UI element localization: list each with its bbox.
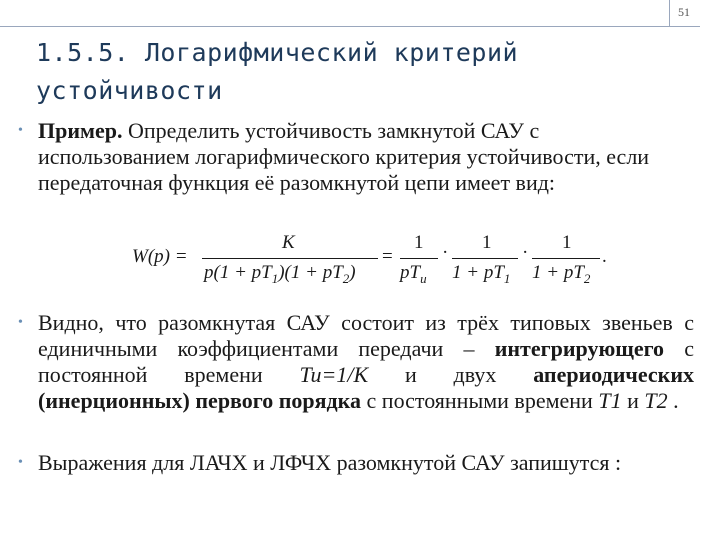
formula-den-main: $p(1 + pT_1)(1 + pT_2)$ [204, 262, 356, 286]
fraction-bar-2 [452, 258, 518, 259]
transfer-function-formula [132, 232, 632, 292]
desc-t1: T1 [598, 388, 622, 413]
example-label: Пример. [38, 118, 123, 143]
formula-num3: 1 [562, 232, 572, 253]
bullet-description [14, 310, 694, 414]
desc-text-4: с постоянными времени [361, 388, 599, 413]
bullet-example [14, 118, 694, 196]
example-text: Определить устойчивость замкнутой САУ с использованием логарифмического критерия устойчивости, если передаточная функция её разомкнутой цепи имеет вид: [38, 118, 650, 195]
desc-text-2: с постоянной времени [38, 336, 695, 387]
desc-text-1: Видно, что разомкнутая САУ состоит из трёх типовых звеньев с единичными коэффициентами передачи – [38, 310, 694, 361]
fraction-bar-main [202, 258, 378, 259]
desc-bold-integrating: интегрирующего [494, 336, 665, 361]
desc-text-3: и двух [368, 362, 534, 387]
formula-dot1: · [442, 242, 449, 263]
formula-num-main: K [282, 232, 295, 253]
formula-num2: 1 [482, 232, 492, 253]
expressions-text: Выражения для ЛАЧХ и ЛФЧХ разомкнутой САУ запишутся : [38, 450, 622, 475]
bullet-dot-icon: • [18, 455, 23, 470]
formula-den2: $1 + pT_1$ [452, 262, 511, 286]
desc-text-6: . [667, 388, 679, 413]
desc-t2: T2 [644, 388, 668, 413]
slide-header [0, 0, 720, 38]
desc-bold-aperiodic: апериодических (инерционных) первого порядка [38, 362, 694, 413]
bullet-expressions [14, 450, 694, 476]
fraction-bar-3 [532, 258, 600, 259]
slide-title: 1.5.5. Логарифмический критерий устойчивости [36, 38, 519, 105]
bullet-dot-icon: • [18, 123, 23, 138]
formula-equals: = [382, 246, 393, 267]
formula-dot2: · [522, 242, 529, 263]
desc-tu: Tu=1/K [299, 362, 369, 387]
formula-den1: $pT_u$ [400, 262, 427, 286]
formula-den3: $1 + pT_2$ [532, 262, 591, 286]
fraction-bar-1 [400, 258, 438, 259]
header-rule [0, 26, 700, 27]
formula-num1: 1 [414, 232, 424, 253]
page-number: 51 [669, 0, 698, 26]
desc-text-5: и [621, 388, 645, 413]
bullet-dot-icon: • [18, 315, 23, 330]
formula-end: . [602, 246, 607, 267]
formula-lhs: W(p) = [132, 246, 188, 267]
